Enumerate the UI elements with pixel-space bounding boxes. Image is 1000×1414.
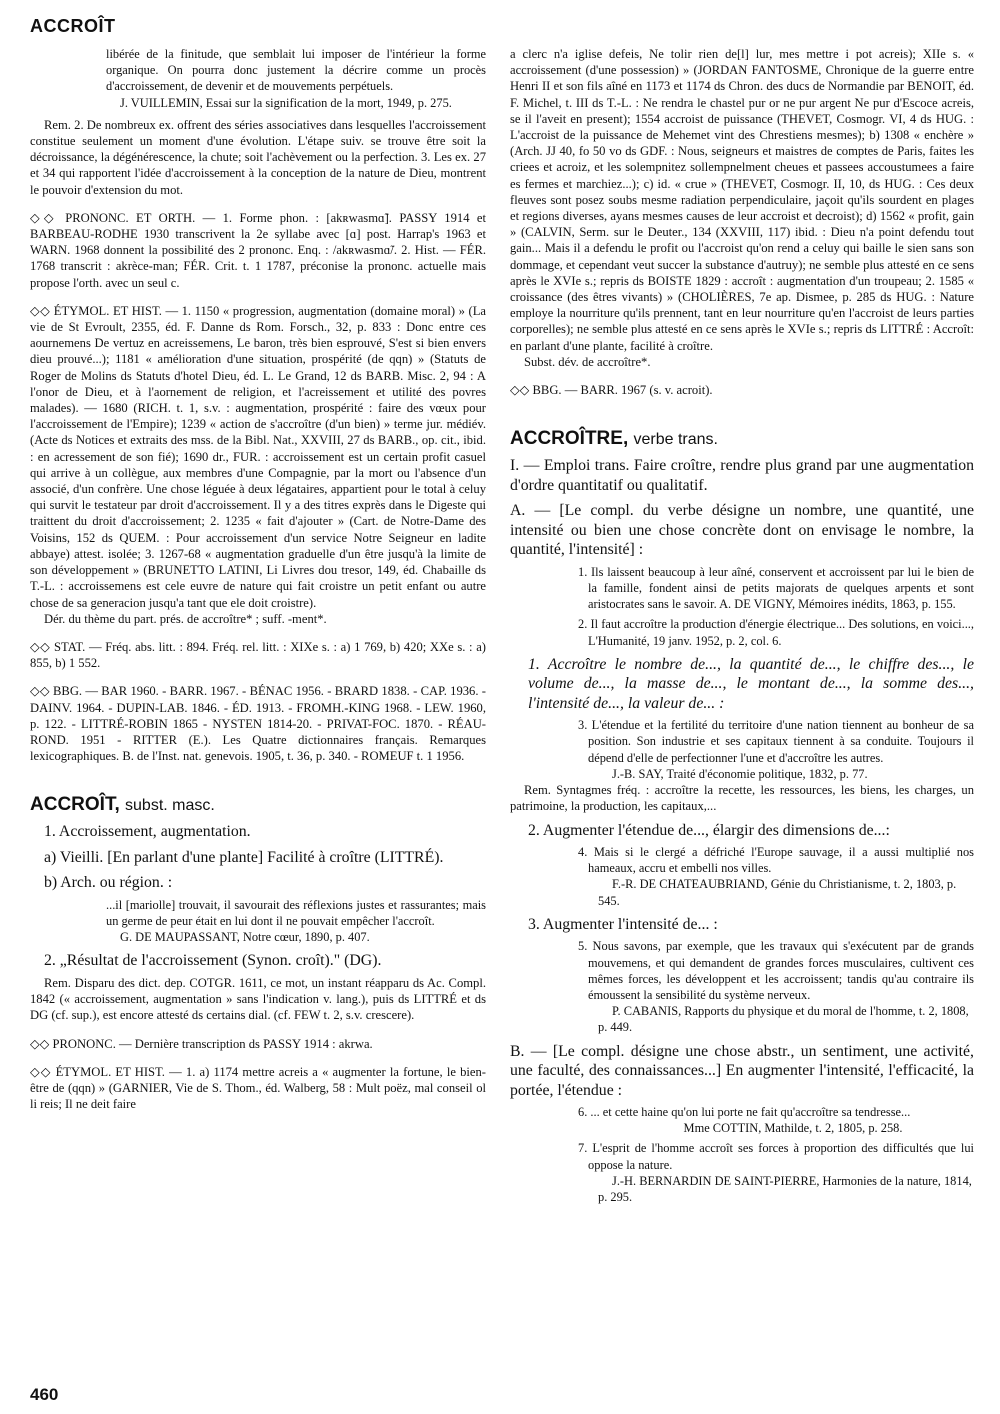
example-2: 2. Il faut accroître la production d'énergie électrique... Des solutions, en voici..., L'Humanité, 19 janv. 1952, p. 2, col. 6. — [578, 617, 974, 648]
citation-5: P. CABANIS, Rapports du physique et du moral de l'homme, t. 2, 1808, p. 449. — [598, 1004, 969, 1035]
section-A: A. — [Le compl. du verbe désigne un nombre, une quantité, une intensité ou bien une chose concrète dont on envisage le nombre, la quantité, l'intensité] : — [510, 502, 974, 559]
example-7: 7. L'esprit de l'homme accroît ses forces à proportion des difficultés que lui oppose la nature. — [578, 1141, 974, 1172]
stat-section: ◇◇ STAT. — Fréq. abs. litt. : 894. Fréq. rel. litt. : XIXe s. : a) 1 769, b) 420; XXe s. : a) 855, b) 1 552. — [30, 639, 486, 671]
bbg-section: ◇◇ BBG. — BAR 1960. - BARR. 1967. - BÉNAC 1956. - BRARD 1838. - CAP. 1936. - DAINV. 1964. - DUPIN-LAB. 1846. - ÉD. 1913. - FROMH.-KING 1968. - LEW. 1960, p. 122. - LITTRÉ-ROBIN 1865 - NYSTEN 1814-20. - PRIVAT-FOC. 1870. - RÉAU-ROND. 1951 - RITTER (E.). Les Quatre dictionnaires français. Remarques lexicographiques. B. de l'Inst. nat. genevois. 1905, t. 36, p. 340. - ROMEUF t. 1 1956. — [30, 684, 486, 764]
citation-4: F.-R. DE CHATEAUBRIAND, Génie du Christianisme, t. 2, 1803, p. 545. — [598, 877, 957, 908]
headword-pos: subst. masc. — [125, 797, 215, 815]
quote-citation: J. VUILLEMIN, Essai sur la signification de la mort, 1949, p. 275. — [120, 95, 452, 110]
example-1: 1. Ils laissent beaucoup à leur aîné, conservent et accroissent par lui le bien de la famille, fondent ainsi de petits majorats de quelques arpents et sont aristocrates sans le savoir. A. DE VIGNY, Mémoires inédits, 1863, p. 155. — [578, 564, 974, 612]
citation-maupassant: G. DE MAUPASSANT, Notre cœur, 1890, p. 407. — [120, 930, 370, 945]
subsense-3: 3. Augmenter l'intensité de... : — [528, 915, 718, 933]
entry-remark: Rem. Disparu des dict. dep. COTGR. 1611, ce mot, un instant réapparu ds Ac. Compl. 1842 (« accroissement, augmentation » sans l'indication v. lang.), puis ds LITTRÉ et ds DG (cf. sup.), est encore attesté ds certains dial. (cf. FEW t. 2, s.v. crescere). — [30, 975, 486, 1023]
subsense-2: 2. Augmenter l'étendue de..., élargir des dimensions de...: — [528, 821, 890, 839]
example-5: 5. Nous savons, par exemple, que les travaux qui s'exécutent par de grands mouvemens, et qui demandent de grandes forces musculaires, cultivent ces mêmes forces, les développent et les accroissent; tandis qu'au contraire ils émoussent la sensibilité du système nerveux. — [578, 939, 974, 1002]
quote-maupassant: ...il [mariolle] trouvait, il savourait des réflexions justes et rassurantes; mais un germe de peur était en lui dont il ne pouvait empêcher l'accroît. — [106, 897, 486, 929]
right-column — [510, 46, 974, 1386]
section-B: B. — [Le compl. désigne une chose abstr., un sentiment, une activité, une faculté, des connaissances...] En augmenter l'intensité, l'efficacité, la portée, l'étendue : — [510, 1042, 974, 1099]
page-number: 460 — [30, 1385, 59, 1404]
definition-1a: a) Vieilli. [En parlant d'une plante] Facilité à croître (LITTRÉ). — [44, 848, 444, 866]
section-I: I. — Emploi trans. Faire croître, rendre plus grand par une augmentation d'ordre quantitatif ou qualitatif. — [510, 457, 974, 494]
example-6: 6. ... et cette haine qu'on lui porte ne fait qu'accroître sa tendresse... — [578, 1105, 911, 1120]
entry-etymol: ◇◇ ÉTYMOL. ET HIST. — 1. a) 1174 mettre acreis a « augmenter la fortune, le bien-être de (qqn) » (GARNIER, Vie de S. Thom., éd. Walberg, 58 : Mult poëz, mal conseil ol li reis; Il ne deit faire — [30, 1064, 486, 1112]
running-head: ACCROÎT — [30, 16, 116, 36]
citation-6: Mme COTTIN, Mathilde, t. 2, 1805, p. 258. — [683, 1121, 903, 1136]
left-column — [30, 46, 486, 1378]
bbg-accroit: ◇◇ BBG. — BARR. 1967 (s. v. acroit). — [510, 383, 713, 398]
entry-prononc: ◇◇ PRONONC. — Dernière transcription ds PASSY 1914 : akrwa. — [30, 1036, 373, 1051]
entry-headword-accroitre — [510, 428, 974, 450]
subsense-1: 1. Accroître le nombre de..., la quantité de..., le chiffre des..., le volume de..., la masse de..., le montant de..., la somme des..., l'intensité de..., la valeur de... : — [528, 655, 974, 712]
etymol-continuation: a clerc n'a iglise defeis, Ne tolir rien de[l] lur, mes mettre i pot acreis); XIIe s. « accroissement (d'une possession) » (JORDAN FANTOSME, Chronique de la guerre entre Henri II et son fils aîné en 1173 et 1174 ds Chron. des ducs de Normandie par BENOIT, éd. F. Michel, t. III ds T.-L. : Ne rendra le chastel pur or ne pur argent Ne pur d'Escoce acreis, se il l'aveit en present); 1554 accroist de puissance (THEVET, Cosmogr. VI, 4 ds HUG. : L'accroist de la puissance de Mehemet vint des Chrestiens mesmes); b) 1308 « enchère » (Arch. JJ 40, fo 50 vo ds GDF. : Nous, seigneurs et maistres de comptes de Paris, faites les criees et acroiz, et les solempnitez sollempnelment cheues et passees accoustumees a faire es fermes et marchiez...); c) id. « crue » (THEVET, Cosmogr. II, 10, ds HUG. : Ces deux fleuves sont posez soubs mesme radiation perpendiculaire, jaçoit qu'ils sourdent en plages et regions diverses, ayans mesmes causes de leur accroist et decroist); d) 1562 « profit, gain » (CALVIN, Serm. sur le Deuter., 134 (XXVIII, 117) ibid. : Dieu n'a point defendu tout gain... Mais il a defendu le profit ou l'accroist qu'on rend a celuy qui baille le sien sans son dommage, et cependant veut succer la substance d'autruy); ne semble plus attesté en ce sens après le XVIe s.; repris ds BOISTE 1829 : accroît : augmentation d'un troupeau; 2. 1585 « croissance (des êtres vivants) » (CHOLIÈRES, 7e ap. Dismee, p. 285 ds HUG. : Nature employe la nourriture qu'ils prennent, tant en leur nourriture qu'en l'accroist de leurs parties corporelles); ne semble plus attesté en ce sens après le XVIe s.; repris ds LITTRÉ : Accroît: en parlant d'une plante, facilité à croître. — [510, 47, 974, 353]
citation-3: J.-B. SAY, Traité d'économie politique, 1832, p. 77. — [612, 766, 868, 781]
citation-7: J.-H. BERNARDIN DE SAINT-PIERRE, Harmonies de la nature, 1814, p. 295. — [598, 1173, 972, 1205]
headword-text: ACCROÎTRE, — [510, 428, 629, 450]
derivation-note: Dér. du thème du part. prés. de accroître* ; suff. -ment*. — [44, 611, 327, 626]
etymol-section: ◇◇ ÉTYMOL. ET HIST. — 1. 1150 « progression, augmentation (domaine moral) » (La vie de St Evroult, 2355, éd. F. Danne ds Rom. Forsch., 32, p. 833 : Donc entre ces aournemens De vertuz en acreissemens, Le baron, très bien esprouvé, S'est si bien envers dieu prouvé...); 1181 « amélioration d'une situation, prospérité (de qqn) » (Statuts de Roger de Molins ds Statuts d'hotel Dieu, éd. L. Le Grand, 12 ds BARB. Misc. 2, 94 : A l'onor de Dieu, et à l'aornement de religion, et l'acreissement et utilité des povres malades). — 1680 (RICH. t. 1, s.v. : augmentation, prospérité : faire des vœux pour l'accroissement de l'Empire); 1239 « action de s'accroître (d'un bien) » terme jur. médiév. (Acte ds Notices et extraits des mss. de la Bibl. Nat., XXVIII, 27 ds BARB., op. cit., ibid. : en acressement de son fié); 1690 dr., FUR. : accroissement est un certain profit casuel qui arrive à un collègue, aux membres d'une Compagnie, par la mort ou l'absence d'un associé, d'un confrère. Une chose léguée à deux légataires, appartient pour le total à celuy qui survit le testateur par droit d'accroissement. Il y a des titres exprès dans le Digeste qui traittent du droit d'accroissement; 2. 1235 « fait d'ajouter » (Cart. de Notre-Dame des Voisins, 152 ds QUEM. : Pour accroissement d'un service Notre Seigneur en ladite abbaye) attest. isolée; 3. 1267-68 « augmentation graduelle d'un être jusqu'à la limite de son développement » (BRUNETTO LATINI, Li Livres dou tresor, 149, éd. Chabaille ds T.-L. : accroissemens est cele euvre de nature qui fait croistre un petit enfant ou autre chose de sa generacion jusqu'a tant que ele doit croistre). — [30, 303, 486, 610]
remark-2: Rem. 2. De nombreux ex. offrent des séries associatives dans lesquelles l'accroissement constitue seulement un moment d'une évolution. L'étape suiv. se trouve être soit la décroissance, la dégénérescence, la chute; soit l'achèvement ou la perfection. 3. Les ex. 27 et 34 qui rapportent l'idée d'accroissement à la conception de la nature de Dieu, montrent le pouvoir d'extension du mot. — [30, 117, 486, 197]
example-3: 3. L'étendue et la fertilité du territoire d'une nation tiennent au bonheur de sa position. Son industrie et ses capitaux tiennent à sa conduite. Toujours il dépend d'elle de perfectionner l'une et d'accroître les autres. — [578, 718, 974, 765]
definition-1: 1. Accroissement, augmentation. — [44, 823, 251, 841]
syntagm-remark: Rem. Syntagmes fréq. : accroître la recette, les ressources, les biens, les charges, un patrimoine, la production, les capitaux,... — [510, 783, 974, 814]
entry-headword-accroit — [30, 794, 486, 816]
quote-continuation: libérée de la finitude, que semblait lui imposer de l'intérieur la forme organique. On pourra donc justement la décrire comme un procès d'accroissement, de devenir et de mouvements perpétuels. — [106, 47, 486, 94]
definition-2: 2. „Résultat de l'accroissement (Synon. croît)." (DG). — [44, 952, 382, 970]
headword-text: ACCROÎT, — [30, 794, 120, 816]
example-4: 4. Mais si le clergé a défriché l'Europe sauvage, il a aussi multiplié nos hameaux, accru et embelli nos villes. — [578, 845, 974, 876]
headword-pos: verbe trans. — [633, 431, 718, 449]
subst-note: Subst. dév. de accroître*. — [524, 354, 651, 369]
prononc-section: ◇◇ PRONONC. ET ORTH. — 1. Forme phon. : [akʀwasmɑ̃]. PASSY 1914 et BARBEAU-RODHE 1930 transcrivent la 2e syllabe avec [ɑ] post. Harrap's 1963 et WARN. 1968 donnent la possibilité des 2 prononc. Enq. : /akʀwasmɑ̃/. 2. Hist. — FÉR. 1768 transcrit : akrèce-man; FÉR. Crit. t. 1 1787, préconise la prononc. actuelle mais propose l'orth. avec un seul c. — [30, 210, 486, 290]
definition-1b: b) Arch. ou région. : — [44, 874, 173, 892]
